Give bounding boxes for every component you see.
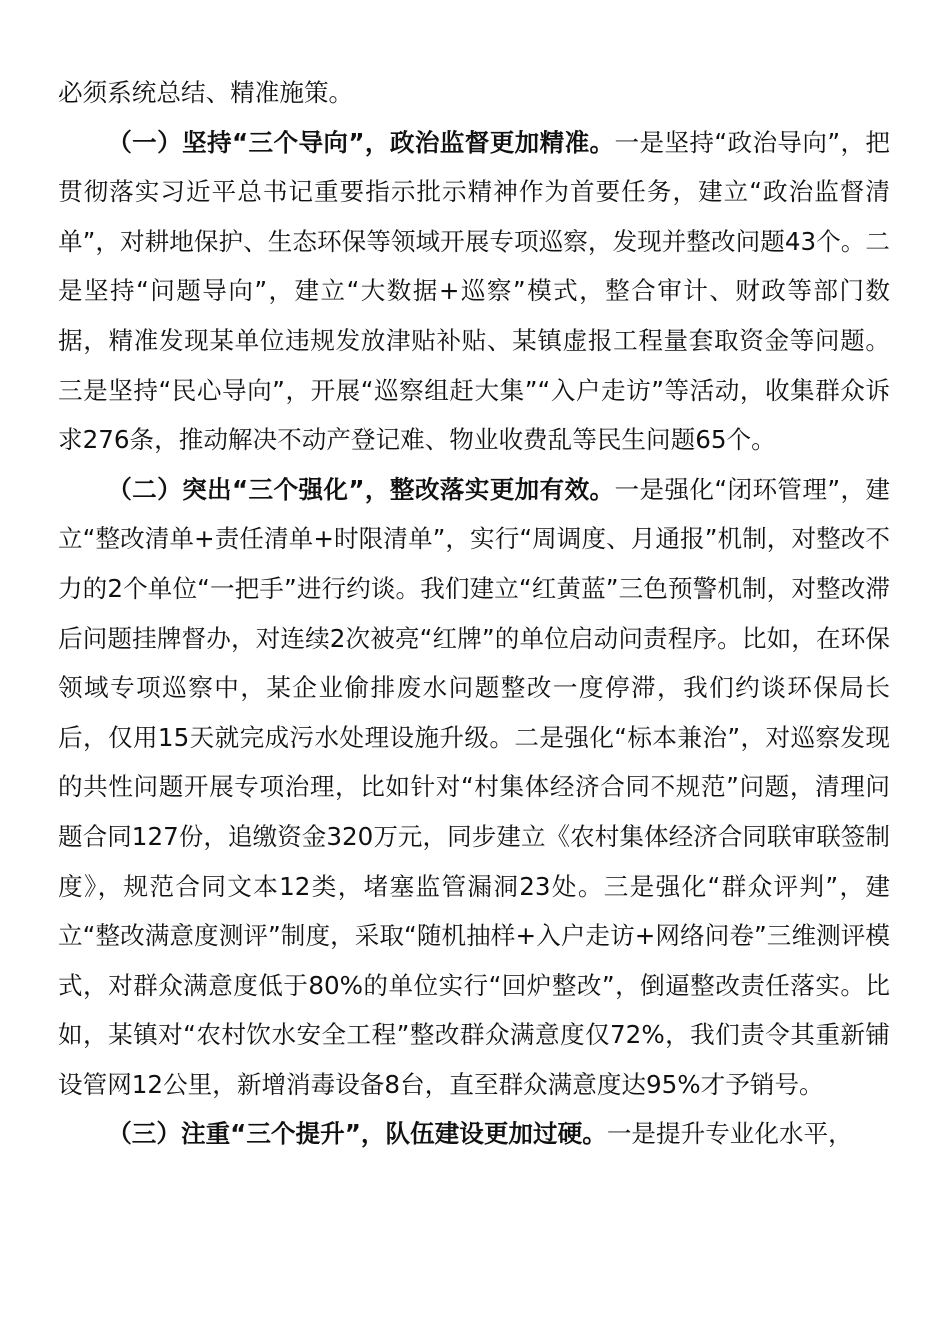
section-heading-1: （一）坚持“三个导向”，政治监督更加精准。	[107, 127, 615, 157]
paragraph-text: 必须系统总结、精准施策。	[58, 78, 354, 107]
paragraph-section-2	[58, 465, 890, 1110]
paragraph-text: 一是坚持“政治导向”，把贯彻落实习近平总书记重要指示批示精神作为首要任务，建立“政治监督清单”，对耕地保护、生态环保等领域开展专项巡察，发现并整改问题43个。二是坚持“问题导向”，建立“大数据+巡察”模式，整合审计、财政等部门数据，精准发现某单位违规发放津贴补贴、某镇虚报工程量套取资金等问题。三是坚持“民心导向”，开展“巡察组赶大集”“入户走访”等活动，收集群众诉求276条，推动解决不动产登记难、物业收费乱等民生问题65个。	[58, 127, 890, 455]
paragraph-text: 一是强化“闭环管理”，建立“整改清单+责任清单+时限清单”，实行“周调度、月通报”机制，对整改不力的2个单位“一把手”进行约谈。我们建立“红黄蓝”三色预警机制，对整改滞后问题挂牌督办，对连续2次被亮“红牌”的单位启动问责程序。比如，在环保领域专项巡察中，某企业偷排废水问题整改一度停滞，我们约谈环保局长后，仅用15天就完成污水处理设施升级。二是强化“标本兼治”，对巡察发现的共性问题开展专项治理，比如针对“村集体经济合同不规范”问题，清理问题合同127份，追缴资金320万元，同步建立《农村集体经济合同联审联签制度》，规范合同文本12类，堵塞监管漏洞23处。三是强化“群众评判”，建立“整改满意度测评”制度，采取“随机抽样+入户走访+网络问卷”三维测评模式，对群众满意度低于80%的单位实行“回炉整改”，倒逼整改责任落实。比如，某镇对“农村饮水安全工程”整改群众满意度仅72%，我们责令其重新铺设管网12公里，新增消毒设备8台，直至群众满意度达95%才予销号。	[58, 474, 890, 1099]
section-heading-3: （三）注重“三个提升”，队伍建设更加过硬。	[107, 1119, 607, 1149]
paragraph-section-1	[58, 118, 890, 465]
paragraph-section-3	[58, 1109, 890, 1159]
paragraph-intro-continuation	[58, 68, 890, 118]
section-heading-2: （二）突出“三个强化”，整改落实更加有效。	[107, 474, 615, 504]
document-body	[58, 68, 890, 1159]
paragraph-text: 一是提升专业化水平，	[606, 1119, 853, 1149]
